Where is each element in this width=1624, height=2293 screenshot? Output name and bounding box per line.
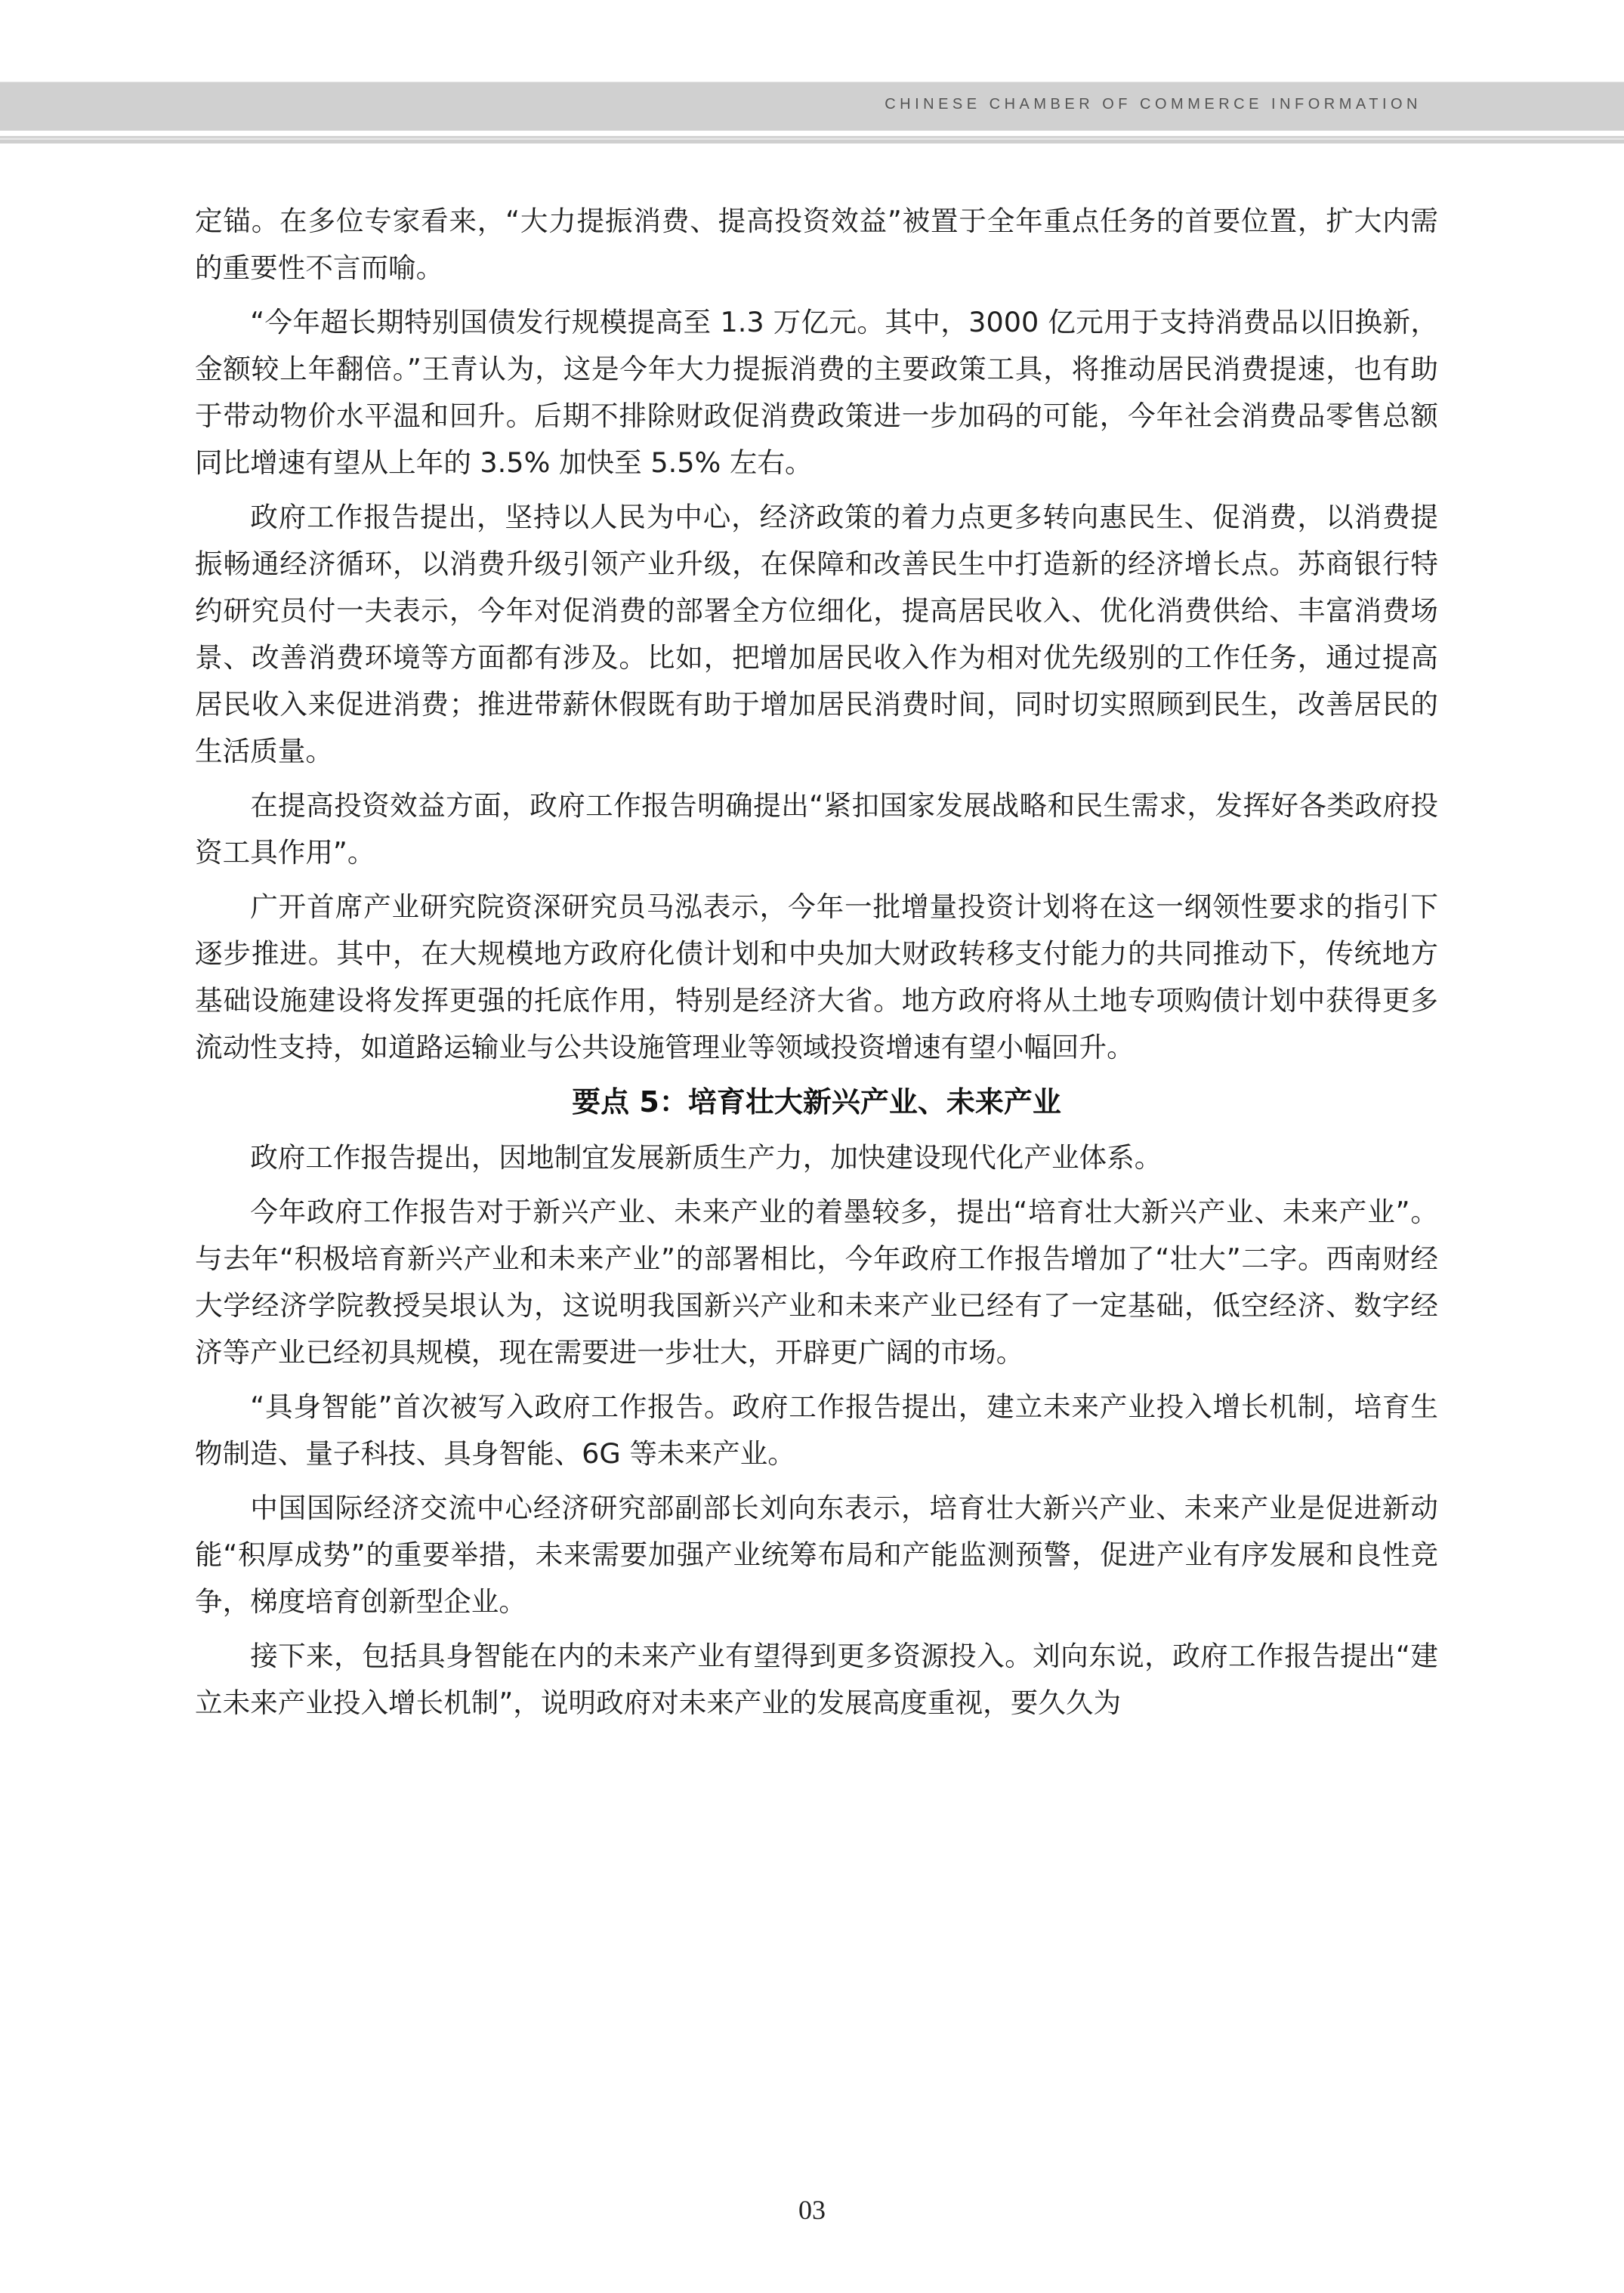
paragraph: 今年政府工作报告对于新兴产业、未来产业的着墨较多，提出“培育壮大新兴产业、未来产业”。与去年“积极培育新兴产业和未来产业”的部署相比，今年政府工作报告增加了“壮大”二字。西南财经大学经济学院教授吴垠认为，这说明我国新兴产业和未来产业已经有了一定基础，低空经济、数字经济等产业已经初具规模，现在需要进一步壮大，开辟更广阔的市场。 xyxy=(195,1196,1438,1369)
paragraph: 定锚。在多位专家看来，“大力提振消费、提高投资效益”被置于全年重点任务的首要位置，扩大内需的重要性不言而喻。 xyxy=(195,205,1438,284)
header-divider xyxy=(0,136,1624,144)
paragraph: 政府工作报告提出，坚持以人民为中心，经济政策的着力点更多转向惠民生、促消费，以消费提振畅通经济循环，以消费升级引领产业升级，在保障和改善民生中打造新的经济增长点。苏商银行特约研究员付一夫表示，今年对促消费的部署全方位细化，提高居民收入、优化消费供给、丰富消费场景、改善消费环境等方面都有涉及。比如，把增加居民收入作为相对优先级别的工作任务，通过提高居民收入来促进消费；推进带薪休假既有助于增加居民消费时间，同时切实照顾到民生，改善居民的生活质量。 xyxy=(195,501,1438,767)
section-heading: 要点 5：培育壮大新兴产业、未来产业 xyxy=(572,1085,1061,1119)
paragraph: 接下来，包括具身智能在内的未来产业有望得到更多资源投入。刘向东说，政府工作报告提出“建立未来产业投入增长机制”，说明政府对未来产业的发展高度重视，要久久为 xyxy=(195,1640,1438,1719)
paragraph: 在提高投资效益方面，政府工作报告明确提出“紧扣国家发展战略和民生需求，发挥好各类政府投资工具作用”。 xyxy=(195,789,1438,869)
publication-name: CHINESE CHAMBER OF COMMERCE INFORMATION xyxy=(885,96,1422,113)
paragraph: 中国国际经济交流中心经济研究部副部长刘向东表示，培育壮大新兴产业、未来产业是促进新动能“积厚成势”的重要举措，未来需要加强产业统筹布局和产能监测预警，促进产业有序发展和良性竞争，梯度培育创新型企业。 xyxy=(195,1492,1438,1618)
article-body xyxy=(195,198,1438,1734)
paragraph: 政府工作报告提出，因地制宜发展新质生产力，加快建设现代化产业体系。 xyxy=(250,1141,1162,1174)
paragraph: “今年超长期特别国债发行规模提高至 1.3 万亿元。其中，3000 亿元用于支持消费品以旧换新，金额较上年翻倍。”王青认为，这是今年大力提振消费的主要政策工具，将推动居民消费提速，也有助于带动物价水平温和回升。后期不排除财政促消费政策进一步加码的可能，今年社会消费品零售总额同比增速有望从上年的 3.5% 加快至 5.5% 左右。 xyxy=(195,306,1438,479)
paragraph: 广开首席产业研究院资深研究员马泓表示，今年一批增量投资计划将在这一纲领性要求的指引下逐步推进。其中，在大规模地方政府化债计划和中央加大财政转移支付能力的共同推动下，传统地方基础设施建设将发挥更强的托底作用，特别是经济大省。地方政府将从土地专项购债计划中获得更多流动性支持，如道路运输业与公共设施管理业等领域投资增速有望小幅回升。 xyxy=(195,890,1438,1063)
paragraph: “具身智能”首次被写入政府工作报告。政府工作报告提出，建立未来产业投入增长机制，培育生物制造、量子科技、具身智能、6G 等未来产业。 xyxy=(195,1390,1438,1470)
page-number: 03 xyxy=(798,2195,826,2225)
